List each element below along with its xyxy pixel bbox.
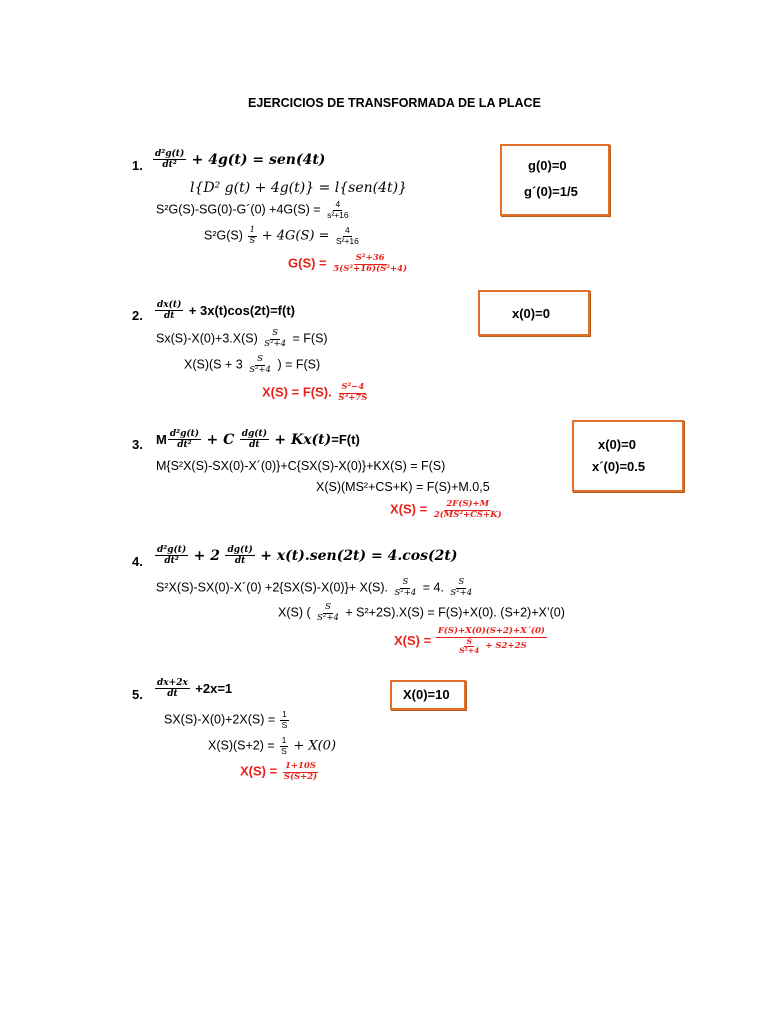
exercise-4-equation: $\frac{\text{d²g(t)}}{\text{dt²}}$ + 2 $\frac{dg(t)}{dt}$ + x(t).sen(2t) = 4.cos(2t) bbox=[157, 545, 458, 567]
exercise-1-number: 1. bbox=[132, 158, 143, 173]
exercise-2-equation: $\frac{dx(t)}{dt}$ + 3x(t)cos(2t)=f(t) bbox=[157, 300, 295, 322]
exercise-3-conditions-box bbox=[572, 420, 684, 492]
exercise-5-equation: $\frac{dx+2x}{dt}$ +2x=1 bbox=[157, 678, 233, 700]
exercise-1-step-1: S²G(S)-SG(0)-G´(0) +4G(S) = $\frac{4}{\text{s²+16}}$ bbox=[156, 199, 349, 220]
exercise-2-condition-1: x(0)=0 bbox=[512, 306, 550, 321]
exercise-4-number: 4. bbox=[132, 554, 143, 569]
exercise-1-step-2: S²G(S) $\frac{1}{S}$ + 4G(S) = $\frac{4}{\text{S²+16}}$ bbox=[204, 225, 359, 246]
exercise-2-number: 2. bbox=[132, 308, 143, 323]
exercise-4-result: X(S) = F(S)+X(0)(S+2)+X´(0) $\frac{S}{\text{S²+4}}$ + S2+2S bbox=[394, 626, 545, 656]
exercise-3-step-2: X(S)(MS²+CS+K) = F(S)+M.0,5 bbox=[316, 480, 490, 494]
exercise-5-number: 5. bbox=[132, 687, 143, 702]
exercise-5-result: X(S) = $\frac{1+10S}{S(S+2)}$ bbox=[240, 761, 318, 782]
exercise-2-result: X(S) = F(S). $\frac{\text{S²−4}}{\text{S³+7S}}$ bbox=[262, 382, 368, 403]
exercise-4-step-2: X(S) ( $\frac{S}{\text{S²+4}}$ + S²+2S).X(S) = F(S)+X(0). (S+2)+X’(0) bbox=[278, 602, 565, 623]
exercise-5-step-2: X(S)(S+2) = $\frac{1}{S}$ + X(0) bbox=[208, 735, 337, 756]
exercise-5-step-1: SX(S)-X(0)+2X(S) = $\frac{1}{S}$ bbox=[164, 709, 288, 730]
exercise-1-condition-2: g´(0)=1/5 bbox=[524, 184, 578, 199]
exercise-1-equation: $\frac{\text{d²g(t)}}{\text{dt²}}$ + 4g(t) = sen(4t) bbox=[155, 149, 326, 171]
exercise-2-step-2: X(S)(S + 3 $\frac{S}{\text{S²+4}}$ ) = F(S) bbox=[184, 354, 321, 375]
exercise-3-number: 3. bbox=[132, 437, 143, 452]
exercise-3-equation: M $\frac{\text{d²g(t)}}{\text{dt²}}$ + C $\frac{dg(t)}{dt}$ + Kx(t)=F(t) bbox=[156, 429, 360, 451]
exercise-2-step-1: Sx(S)-X(0)+3.X(S) $\frac{S}{\text{S²+4}}$ = F(S) bbox=[156, 328, 328, 349]
exercise-3-step-1: M{S²X(S)-SX(0)-X´(0)}+C{SX(S)-X(0)}+KX(S) = F(S) bbox=[156, 459, 446, 473]
exercise-1-condition-1: g(0)=0 bbox=[528, 158, 567, 173]
exercise-3-condition-2: x´(0)=0.5 bbox=[592, 459, 646, 474]
exercise-1-conditions-box bbox=[500, 144, 610, 216]
exercise-3-result: X(S) = $\frac{2F(S)+M}{\text{2(MS²+CS+K)}}$ bbox=[390, 499, 502, 520]
exercise-5-condition-1: X(0)=10 bbox=[403, 687, 450, 702]
exercise-4-step-1: S²X(S)-SX(0)-X´(0) +2{SX(S)-X(0)}+ X(S). $\frac{S}{\text{S²+4}}$ = 4. $\frac{S}{\text{S²+4}}$ bbox=[156, 577, 473, 598]
exercise-1-laplace: l{D² g(t) + 4g(t)} = l{sen(4t)} bbox=[190, 180, 408, 196]
exercise-1-result: G(S) = $\frac{\text{S²+36}}{\text{5(S²+16)(S²+4)}}$ bbox=[288, 253, 407, 274]
exercise-3-condition-1: x(0)=0 bbox=[598, 437, 636, 452]
page-title: EJERCICIOS DE TRANSFORMADA DE LA PLACE bbox=[248, 96, 541, 110]
